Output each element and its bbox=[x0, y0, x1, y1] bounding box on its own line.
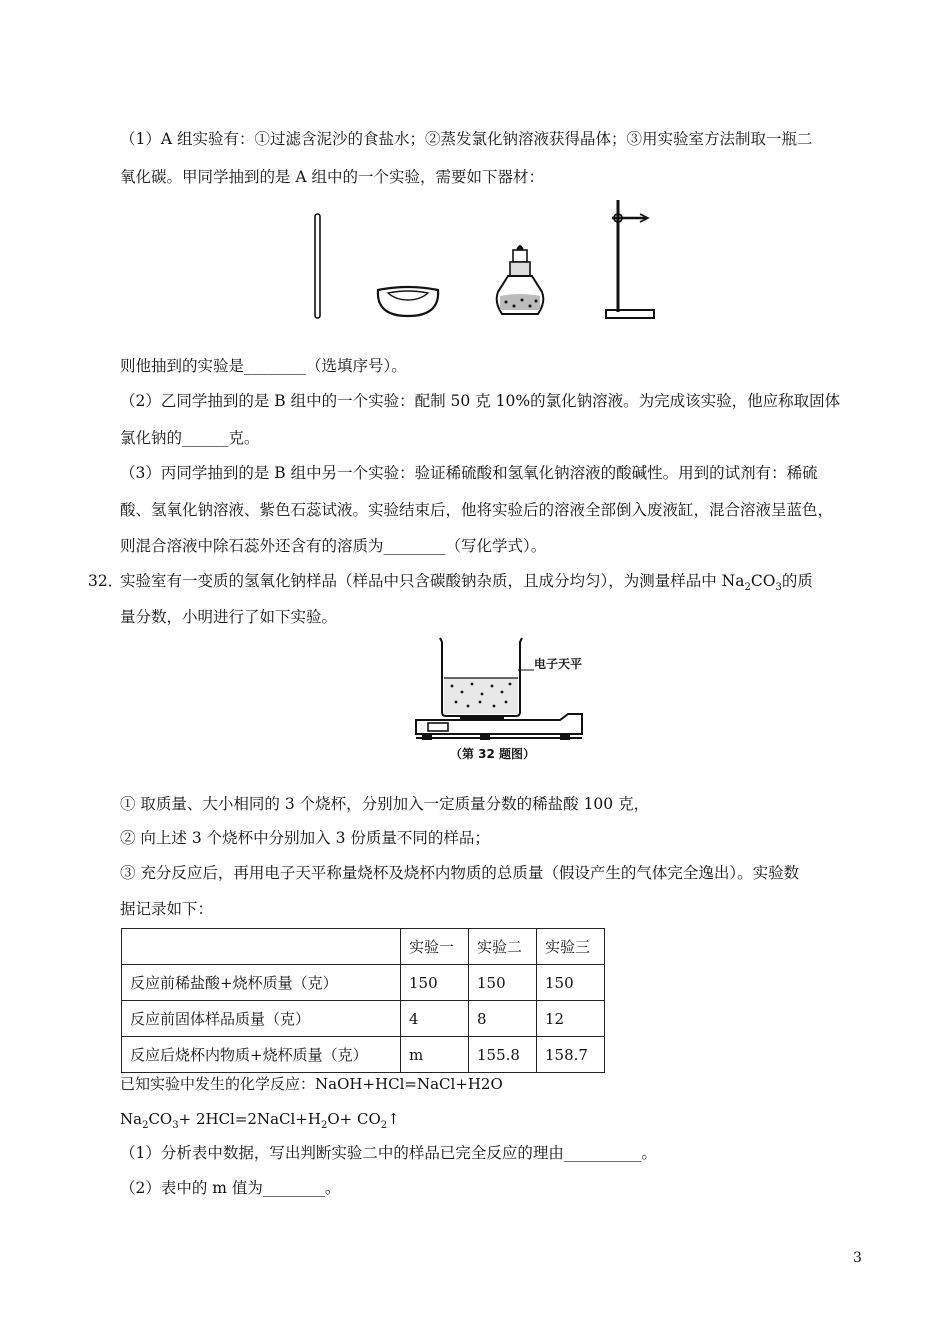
table-header-cell bbox=[122, 929, 401, 965]
part3-line2: 酸、氢氧化钠溶液、紫色石蕊试液。实验结束后，他将实验后的溶液全部倒入废液缸，混合溶液呈蓝色， bbox=[120, 501, 834, 519]
balance-label: 电子天平 bbox=[534, 657, 583, 671]
reaction-1: 已知实验中发生的化学反应：NaOH+HCl=NaCl+H2O bbox=[120, 1075, 503, 1093]
step3-line2: 据记录如下： bbox=[120, 900, 214, 918]
table-header-cell: 实验二 bbox=[469, 929, 537, 965]
balance-figure bbox=[410, 634, 590, 769]
step1: ① 取质量、大小相同的 3 个烧杯，分别加入一定质量分数的稀盐酸 100 克， bbox=[120, 795, 650, 813]
step3-line1: ③ 充分反应后，再用电子天平称量烧杯及烧杯内物质的总质量（假设产生的气体完全逸出）。实验数 bbox=[120, 864, 800, 882]
table-cell: 反应前稀盐酸+烧杯质量（克） bbox=[122, 965, 401, 1001]
evaporating-dish-icon bbox=[378, 287, 438, 316]
table-cell: 150 bbox=[537, 965, 605, 1001]
glass-rod-icon bbox=[315, 214, 320, 318]
table-cell: 150 bbox=[401, 965, 469, 1001]
table-row bbox=[122, 1001, 605, 1037]
table-header-row bbox=[122, 929, 605, 965]
part1-line2: 氧化碳。甲同学抽到的是 A 组中的一个实验，需要如下器材： bbox=[120, 168, 545, 186]
part2-line2: 氯化钠的______克。 bbox=[120, 429, 260, 447]
table-cell: 反应前固体样品质量（克） bbox=[122, 1001, 401, 1037]
apparatus-figure bbox=[300, 192, 660, 332]
beaker-icon bbox=[440, 638, 522, 716]
table-cell: 4 bbox=[401, 1001, 469, 1037]
part2-line1: （2）乙同学抽到的是 B 组中的一个实验：配制 50 克 10%的氯化钠溶液。为完成该实验，他应称取固体 bbox=[120, 392, 841, 410]
question-number: 32． bbox=[88, 572, 124, 590]
gas-arrow-icon: ↑ bbox=[387, 1110, 400, 1128]
table-cell: 反应后烧杯内物质+烧杯质量（克） bbox=[122, 1037, 401, 1073]
part3-line1: （3）丙同学抽到的是 B 组中另一个实验：验证稀硫酸和氢氧化钠溶液的酸碱性。用到的试剂有：稀硫 bbox=[120, 464, 818, 482]
q32-line1: 实验室有一变质的氢氧化钠样品（样品中只含碳酸钠杂质，且成分均匀），为测量样品中 $Na_2CO_3$的质 bbox=[120, 572, 813, 594]
table-cell: 150 bbox=[469, 965, 537, 1001]
q32-line2: 量分数，小明进行了如下实验。 bbox=[120, 608, 338, 626]
table-header-cell: 实验一 bbox=[401, 929, 469, 965]
iron-stand-icon bbox=[606, 200, 654, 318]
sub-question-2: （2）表中的 m 值为________。 bbox=[120, 1179, 341, 1197]
table-cell: 8 bbox=[469, 1001, 537, 1037]
table-row bbox=[122, 965, 605, 1001]
table-cell: m bbox=[401, 1037, 469, 1073]
table-cell: 155.8 bbox=[469, 1037, 537, 1073]
figure-caption: （第 32 题图） bbox=[450, 747, 536, 761]
page-number: 3 bbox=[853, 1250, 862, 1266]
experiment-data-table bbox=[121, 928, 605, 1073]
table-cell: 158.7 bbox=[537, 1037, 605, 1073]
part1-line1: （1）A 组实验有：①过滤含泥沙的食盐水；②蒸发氯化钠溶液获得晶体；③用实验室方法制取一瓶二 bbox=[120, 130, 813, 148]
step2: ② 向上述 3 个烧杯中分别加入 3 份质量不同的样品； bbox=[120, 829, 490, 847]
part1-line3: 则他抽到的实验是________（选填序号）。 bbox=[120, 357, 407, 375]
table-row bbox=[122, 1037, 605, 1073]
table-header-cell: 实验三 bbox=[537, 929, 605, 965]
part3-line3: 则混合溶液中除石蕊外还含有的溶质为________（写化学式）。 bbox=[120, 537, 547, 555]
reaction-2: $Na_2CO_3+$ $2HCl=2NaCl+H_2O+$ $CO_2↑$ bbox=[120, 1110, 400, 1131]
alcohol-lamp-icon bbox=[497, 245, 544, 314]
table-cell: 12 bbox=[537, 1001, 605, 1037]
sub-question-1: （1）分析表中数据，写出判断实验二中的样品已完全反应的理由__________。 bbox=[120, 1144, 657, 1162]
